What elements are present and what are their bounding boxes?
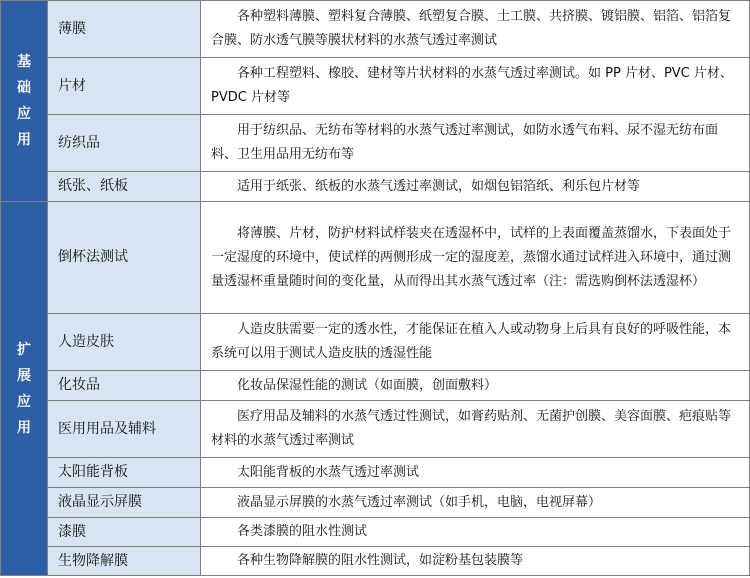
category-cell: 纸张、纸板 bbox=[48, 172, 201, 202]
category-cell: 薄膜 bbox=[48, 1, 201, 58]
description-cell: 各类漆膜的阻水性测试 bbox=[201, 518, 750, 547]
table-row bbox=[1, 202, 750, 314]
category-cell: 化妆品 bbox=[48, 371, 201, 401]
category-cell: 生物降解膜 bbox=[48, 547, 201, 576]
category-cell: 液晶显示屏膜 bbox=[48, 488, 201, 518]
table-row bbox=[1, 488, 750, 518]
category-cell: 倒杯法测试 bbox=[48, 202, 201, 314]
category-cell: 片材 bbox=[48, 58, 201, 115]
category-cell: 纺织品 bbox=[48, 115, 201, 172]
group-label-basic: 基础应用 bbox=[1, 1, 48, 202]
description-cell: 医疗用品及辅料的水蒸气透过性测试，如膏药贴剂、无菌护创膜、美容面膜、疤痕贴等材料的水蒸气透过率测试 bbox=[201, 401, 750, 458]
group-label-extended: 扩展应用 bbox=[1, 202, 48, 576]
table-row bbox=[1, 58, 750, 115]
description-cell: 各种生物降解膜的阻水性测试，如淀粉基包装膜等 bbox=[201, 547, 750, 576]
description-cell: 将薄膜、片材，防护材料试样装夹在透湿杯中，试样的上表面覆盖蒸馏水，下表面处于一定湿度的环境中，使试样的两侧形成一定的湿度差，蒸馏水通过试样进入环境中，通过测量透湿杯重量随时间的变化量，从而得出其水蒸气透过率（注：需选购倒杯法透湿杯） bbox=[201, 202, 750, 314]
description-cell: 各种塑料薄膜、塑料复合薄膜、纸塑复合膜、土工膜、共挤膜、镀铝膜、铝箔、铝箔复合膜、防水透气膜等膜状材料的水蒸气透过率测试 bbox=[201, 1, 750, 58]
description-cell: 液晶显示屏膜的水蒸气透过率测试（如手机，电脑，电视屏幕） bbox=[201, 488, 750, 518]
table-row bbox=[1, 401, 750, 458]
category-cell: 人造皮肤 bbox=[48, 314, 201, 371]
description-cell: 各种工程塑料、橡胶、建材等片状材料的水蒸气透过率测试。如 PP 片材、PVC 片材、PVDC 片材等 bbox=[201, 58, 750, 115]
table-row bbox=[1, 115, 750, 172]
description-cell: 适用于纸张、纸板的水蒸气透过率测试，如烟包铝箔纸、利乐包片材等 bbox=[201, 172, 750, 202]
table-row bbox=[1, 172, 750, 202]
description-cell: 人造皮肤需要一定的透水性，才能保证在植入人或动物身上后具有良好的呼吸性能，本系统可以用于测试人造皮肤的透湿性能 bbox=[201, 314, 750, 371]
table-row bbox=[1, 458, 750, 488]
table-row bbox=[1, 518, 750, 547]
category-cell: 漆膜 bbox=[48, 518, 201, 547]
table-row bbox=[1, 1, 750, 58]
description-cell: 用于纺织品、无纺布等材料的水蒸气透过率测试，如防水透气布料、尿不湿无纺布面料、卫生用品用无纺布等 bbox=[201, 115, 750, 172]
description-cell: 太阳能背板的水蒸气透过率测试 bbox=[201, 458, 750, 488]
category-cell: 医用用品及辅料 bbox=[48, 401, 201, 458]
category-cell: 太阳能背板 bbox=[48, 458, 201, 488]
table-row bbox=[1, 371, 750, 401]
table-row bbox=[1, 314, 750, 371]
table-row bbox=[1, 547, 750, 576]
description-cell: 化妆品保湿性能的测试（如面膜，创面敷料） bbox=[201, 371, 750, 401]
